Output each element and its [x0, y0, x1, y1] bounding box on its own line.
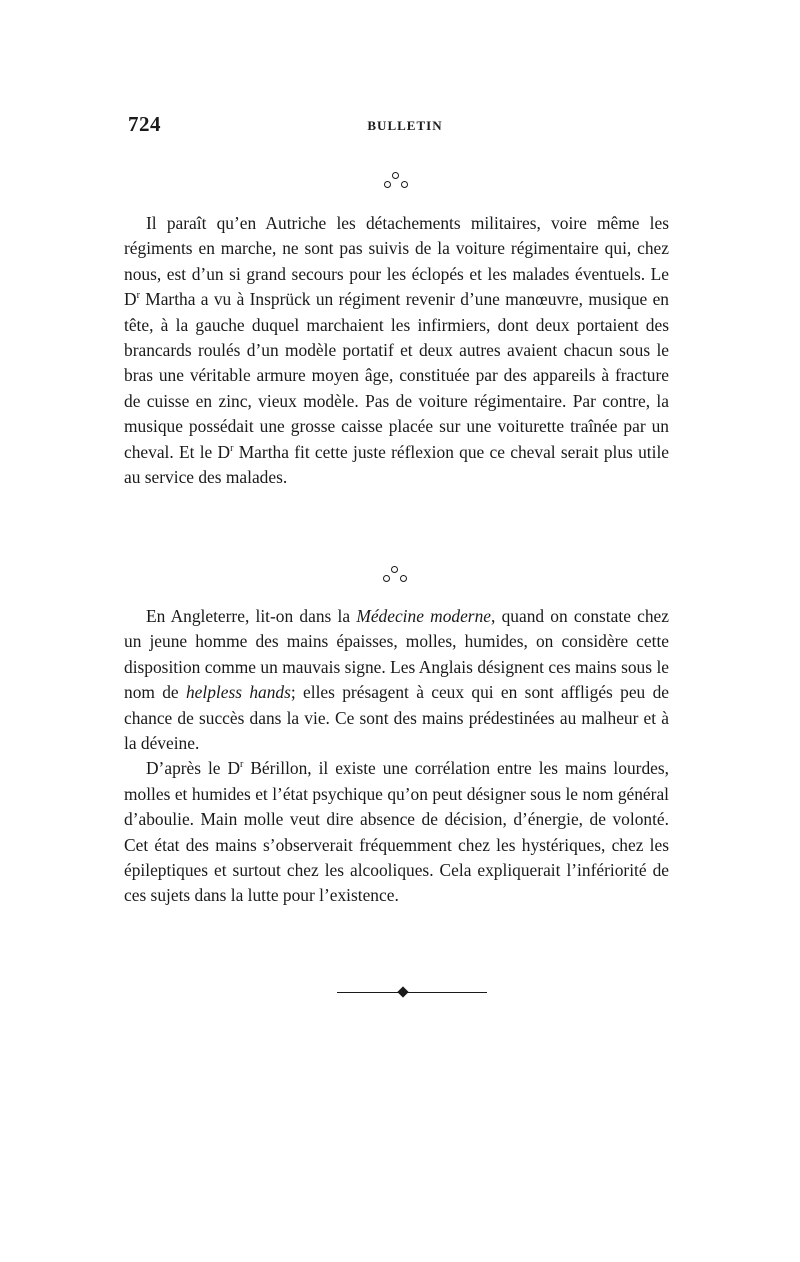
article-helpless-hands — [124, 604, 669, 909]
asterism-ornament — [381, 566, 411, 588]
running-head: BULLETIN — [367, 118, 443, 133]
page-number: 724 — [128, 112, 161, 136]
paragraph: En Angleterre, lit-on dans la Médecine moderne, quand on constate chez un jeune homme des mains épaisses, molles, humides, on considère cette disposition comme un mauvais signe. Les Anglais désignent ces mains sous le nom de helpless hands; elles présagent à ceux qui en sont affligés peu de chance de succès dans la vie. Ce sont des mains prédestinées au malheur et à la déveine. — [124, 606, 669, 754]
paragraph: Il paraît qu’en Autriche les détachements militaires, voire même les régiments en marche, ne sont pas suivis de la voiture régimentaire qui, chez nous, est d’un si grand secours pour les éclopés et les malades éventuels. Le $D^r$ Martha a vu à Insprück un régiment revenir d’une manœuvre, musique en tête, à la gauche duquel marchaient les infirmiers, dont deux portaient des brancards roulés d’un modèle portatif et deux autres avaient chacun sous le bras une véritable armure moyen âge, constituée par des appareils à fracture de cuisse en zinc, vieux modèle. Pas de voiture régimentaire. Par contre, la musique possédait une grosse caisse placée sur une voiturette traînée par un cheval. Et le $D^r$ Martha fit cette juste réflexion que ce cheval serait plus utile au service des malades. — [124, 213, 669, 488]
end-ornament-rule — [337, 986, 487, 1000]
paragraph: D’après le $D^r$ Bérillon, il existe une corrélation entre les mains lourdes, molles et humides et l’état psychique qu’on peut désigner sous le nom général d’aboulie. Main molle veut dire absence de décision, d’énergie, de volonté. Cet état des mains s’observerait fréquemment chez les hystériques, chez les épileptiques et surtout chez les alcooliques. Cela expliquerait l’infériorité de ces sujets dans la lutte pour l’existence. — [124, 758, 669, 906]
article-austria — [124, 211, 669, 490]
asterism-ornament — [382, 172, 412, 194]
